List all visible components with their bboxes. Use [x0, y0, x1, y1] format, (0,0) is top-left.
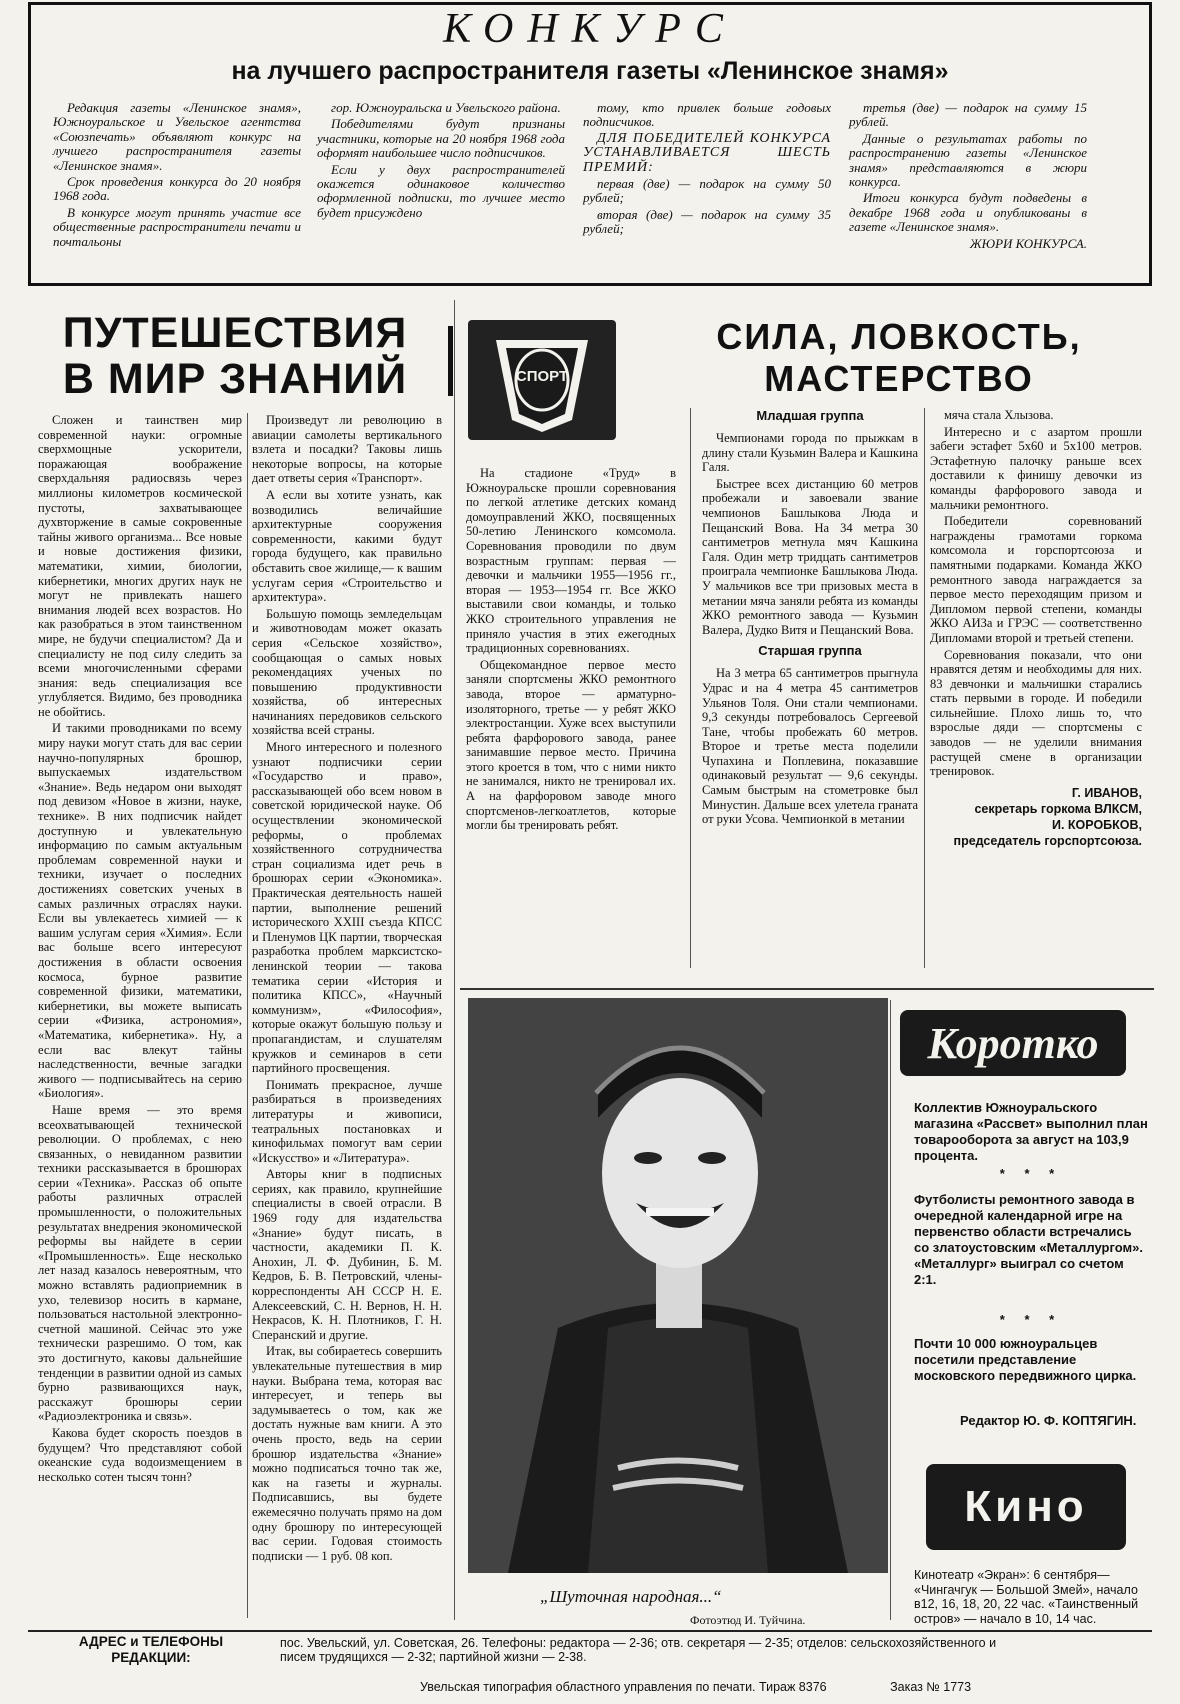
paragraph: Авторы книг в подписных сериях, как правило, крупнейшие специалисты в своей отрасли. В 1969 году для издательства «Знание» будут писать, в частности, академики П. К. Анохин, Л. Ф. Дубинин, Б. М. Кедров, Б. В. Петровский, члены-корреспонденты АН СССР Н. Е. Алексеевский, С. Н. Вернов, Н. Н. Некрасов, К. Н. Плотников, Г. Н. Сперанский и другие.: [252, 1167, 442, 1342]
paragraph: Соревнования показали, что они нравятся детям и необходимы для них. 83 девчонки и мальчишки старались стать первыми в городе. И победили сильнейшие. Плохо лишь то, что взрослые дяди — спортсмены с заводов — не уделили внимания растущей смене в организации тренировок.: [930, 647, 1142, 779]
contest-column-1: [53, 101, 301, 251]
printer-info: Увельская типография областного управления по печати. Тираж 8376: [420, 1680, 827, 1694]
cinema-schedule: Кинотеатр «Экран»: 6 сентября— «Чингачгук — Большой Змей», начало в12, 16, 18, 20, 22 час. «Таинственный остров» — начало в 10, 14 час.: [914, 1568, 1139, 1626]
section-divider: [460, 988, 1154, 990]
paragraph: И такими проводниками по всему миру науки могут стать для вас серии научно-популярных брошюр, выпускаемых издательством «Знание». Ведь недаром они выходят под девизом «Новое в жизни, науке, технике». В них подписчик найдет доступную и увлекательную информацию по самым актуальным проблемам современной науки и техники, изучает о последних достижениях советских ученых в самых различных отраслях науки. Если вы увлекаетесь химией — к вашим услугам серия «Химия». Если вас больше всего интересуют достижения в области освоения космоса, бурное развитие современной физики, математики, кибернетики, вы можете выписать серии «Физика, астрономия», «Математика, кибернетика». Ну, а если вас влекут тайны наследственности, вечные загадки живого — подписывайтесь на серию «Биология».: [38, 721, 242, 1101]
photo-caption: „Шуточная народная...“: [540, 1587, 722, 1606]
paragraph: Чемпионами города по прыжкам в длину стали Кузьмин Валера и Кашкина Галя.: [702, 431, 918, 475]
print-info: [420, 1680, 1120, 1694]
paragraph: Итак, вы собираетесь совершить увлекательные путешествия в мир науки. Выбрана тема, которая вас интересует, и теперь вы задумываетесь о том, как же достать нужные вам книги. А это очень просто, ведь на серии брошюр издательства «Знание» можно подписаться точно так же, как на газеты и журналы. Подписавшись, вы будете ежемесячно получать прямо на дом одну брошюру по интересующей вас серии. Годовая стоимость подписки — 1 руб. 08 коп.: [252, 1344, 442, 1563]
sport-column-1: [466, 466, 676, 835]
title-rule: [448, 326, 453, 396]
korotko-header: [900, 1010, 1126, 1076]
news-brief: Почти 10 000 южноуральцев посетили представление московского передвижного цирка.: [914, 1336, 1137, 1383]
signer-role: председатель горспортсоюза.: [953, 833, 1142, 848]
paragraph: первая (две) — подарок на сумму 50 рублей;: [583, 176, 831, 206]
column-divider: [690, 408, 691, 968]
junior-group-heading: Младшая группа: [756, 408, 864, 423]
paragraph: Срок проведения конкурса до 20 ноября 1968 года.: [53, 174, 301, 204]
paragraph: Произведут ли революцию в авиации самолеты вертикального взлета и посадки? Таковы лишь некоторые вопросы, на которые дает ответы серия «Транспорт».: [252, 413, 442, 486]
paragraph: Понимать прекрасное, лучше разбираться в произведениях литературы и живописи, театральных постановках и кинофильмах помогут вам серии «Искусство» и «Литература».: [252, 1077, 442, 1165]
footer-rule: [28, 1630, 1152, 1632]
travel-article-title: [40, 310, 430, 402]
sport-column-3: [930, 408, 1142, 849]
signer-name: Г. ИВАНОВ,: [1071, 785, 1142, 800]
paragraph: Общекомандное первое место заняли спортсмены ЖКО ремонтного завода, второе — арматурно-изоляторного, третье — у ребят ЖКО электростанции. Хуже всех выступили ребята фарфорового завода, ранее занимавшие первое место. Причина этого кроется в том, что с ними никто не занимался, никто не тренировал их. А на фарфоровом заводе много спортсменов-легкоатлетов, которые могли бы тренировать ребят.: [466, 657, 676, 833]
paragraph: вторая (две) — подарок на сумму 35 рублей;: [583, 206, 831, 237]
address-text: пос. Увельский, ул. Советская, 26. Телефоны: редактора — 2-36; отв. секретаря — 2-35; отделов: сельскохозяйственного и писем трудящихся — 2-32; партийной жизни — 2-38.: [280, 1636, 997, 1664]
title-line: ПУТЕШЕСТВИЯ: [62, 309, 408, 357]
korotko-header-text: Коротко: [927, 1018, 1099, 1068]
paragraph: мяча стала Хлызова.: [944, 408, 1054, 422]
sport-column-2: [702, 408, 918, 829]
title-line: МАСТЕРСТВО: [764, 358, 1034, 399]
order-number: Заказ № 1773: [890, 1680, 972, 1694]
contest-subtitle: на лучшего распространителя газеты «Ленинское знамя»: [231, 57, 949, 85]
portrait-photo: [468, 998, 888, 1573]
kino-header-text: Кино: [964, 1482, 1088, 1531]
news-brief: Коллектив Южноуральского магазина «Рассвет» выполнил план товарооборота за август на 103,9 процента.: [914, 1100, 1148, 1163]
paragraph: Итоги конкурса будут подведены в декабре 1968 года и опубликованы в газете «Ленинское знамя».: [849, 190, 1087, 235]
contest-column-2: [317, 101, 565, 222]
column-divider: [924, 408, 925, 968]
paragraph: Интересно и с азартом прошли забеги эстафет 5х60 и 5х100 метров. Эстафетную палочку раньше всех доставили к финишу девочки из команды фарфорового завода и мальчики ремонтного.: [930, 424, 1142, 512]
sport-article-title: [660, 316, 1138, 400]
paragraph: Сложен и таинствен мир современной науки: огромные сверхмощные ускорители, поражающая воображение сверхдальняя радиосвязь через миллионы километров космической пустоты, захватывающее духвторжение в самые сокровенные тайны живого организма... Все новые и новые достижения физики, математики, химии, биологии, кибернетики, многих других наук не могут не привлекать нашего внимания людей всех возрастов. Но как разобраться в этом таинственном мире, не будучи специалистом? Да и специалисту не под силу следить за всеми многочисленными сферами знания: ведь специализация все углубляется. Видимо, без проводника не обойтись.: [38, 413, 242, 719]
contest-signature: ЖЮРИ КОНКУРСА.: [969, 235, 1087, 251]
column-divider: [454, 300, 455, 1620]
paragraph: Большую помощь земледельцам и животноводам может оказать серия «Сельское хозяйство», сообщающая о самых новых рекомендациях ученых по повышению продуктивности хозяйства, об интересных начинаниях передовиков сельского хозяйства всей страны.: [252, 606, 442, 738]
contest-column-4: [849, 101, 1087, 253]
travel-column-2: [252, 413, 442, 1565]
separator-stars: * * *: [999, 1312, 1063, 1327]
paragraph: Если у двух распространителей окажется одинаковое количество оформленной подписки, то лучшее место будет присуждено: [317, 161, 565, 220]
paragraph: тому, кто привлек больше годовых подписчиков.: [583, 100, 831, 130]
editor-credit: Редактор Ю. Ф. КОПТЯГИН.: [960, 1413, 1137, 1428]
paragraph: Победители соревнований награждены грамотами горкома комсомола и горспортсоюза и памятными подарками. Команда ЖКО ремонтного завода награждается за первое место переходящим призом и Дипломом первой степени, команды ЖКО АИЗа и ГРЭС — соответственно Дипломами второй и третьей степени.: [930, 514, 1142, 645]
title-line: В МИР ЗНАНИЙ: [62, 355, 408, 403]
title-line: СИЛА, ЛОВКОСТЬ,: [716, 316, 1082, 357]
paragraph: гор. Южноуральска и Увельского района.: [331, 100, 561, 115]
signer-role: секретарь горкома ВЛКСМ,: [974, 801, 1142, 816]
travel-column-1: [38, 413, 242, 1486]
sport-logo-text: СПОРТ: [515, 368, 569, 385]
column-divider: [890, 1000, 891, 1620]
paragraph: Наше время — это время всеохватывающей технической революции. О проблемах, с нею связанных, о невиданном развитии техники рассказывается в брошюрах серии «Техника». Рассказ об опыте работы различных отраслей промышленности, о положительных результатах внедрения экономической реформы вы найдете в серии «Промышленность». Еще несколько лет назад казалось невероятным, что можно вставлять радиоприемник в ухо, телевизор носить в кармане, пользоваться настольной электронно-счетной машиной. Сейчас это уже технически разрешимо. О том, как это достигнуто, каковы дальнейшие тенденции в развитии одной из самых бурно развивающихся наук, расскажут брошюры серии «Радиоэлектроника и связь».: [38, 1102, 242, 1424]
paragraph: Какова будет скорость поездов в будущем? Что представляют собой океанские суда водоизмещением в несколько сотен тысяч тонн?: [38, 1425, 242, 1484]
paragraph: Редакция газеты «Ленинское знамя», Южноуральское и Увельское агентства «Союзпечать» объявляют конкурс на лучшего распространителя газеты «Ленинское знамя».: [53, 100, 301, 173]
paragraph: А если вы хотите узнать, как возводились величайшие архитектурные сооружения современности, какими будут города будущего, как правильно обставить свое жилище,— к вашим услугам серия «Строительство и архитектура».: [252, 487, 442, 605]
paragraph: На 3 метра 65 сантиметров прыгнула Удрас и на 4 метра 45 сантиметров Ульянов Толя. Они стали чемпионами. 9,3 секунды потребовалось Сергеевой Тане, чтобы пробежать 60 метров. Второе и третье места поделили Чупахина и Поплевина, показавшие одинаковый результат — 9,6 секунды. Самым быстрым на стометровке был Минустин. Дальше всех улетела граната от руки Усова. Чемпионкой в метании: [702, 666, 918, 827]
senior-group-heading: Старшая группа: [758, 643, 862, 659]
prizes-heading: ДЛЯ ПОБЕДИТЕЛЕЙ КОНКУРСА УСТАНАВЛИВАЕТСЯ ШЕСТЬ ПРЕМИЙ:: [583, 130, 831, 175]
paragraph: Много интересного и полезного узнают подписчики серии «Государство и право», рассказывающей обо всем новом в советской юридической науке. Об осуществлении экономической реформы, о проблемах хозяйственного сотрудничества стран социализма идет речь в брошюрах серии «Экономика». Практическая деятельность нашей партии, выполнение решений исторического XXIII съезда КПСС и Пленумов ЦК партии, творческая разработка проблем марксистско-ленинской теории — такова тематика серии «История и политика КПСС», «Научный коммунизм», «Философия», которые окажут большую пользу и пропагандистам, и слушателям кружков и семинаров в сети партийного просвещения.: [252, 740, 442, 1076]
paragraph: В конкурсе могут принять участие все общественные распространители печати и почтальоны: [53, 204, 301, 249]
address-heading: АДРЕС и ТЕЛЕФОНЫ РЕДАКЦИИ:: [78, 1634, 224, 1665]
column-divider: [247, 413, 248, 1618]
news-brief: Футболисты ремонтного завода в очередной календарной игре на первенство области встречались со златоустовским «Металлургом». «Металлург» выиграл со счетом 2:1.: [914, 1192, 1143, 1287]
contest-title: КОНКУРС: [443, 6, 737, 52]
sport-logo: [468, 320, 616, 440]
paragraph: Быстрее всех дистанцию 60 метров пробежали и завоевали звание чемпионов Башлыкова Люда и Пещанский Вова. На 34 метра 30 сантиметров метнула мяч Кашкина Галя. Один метр тридцать сантиметров проиграла чемпионке Башлыкова Люда. У мальчиков все три призовых места в метании мяча заняли ребята из команды ЖКО ремонтного завода — Кузьмин Валера, Дудко Витя и Пещанский Вова.: [702, 476, 918, 637]
paragraph: Данные о результатах работы по распространению газеты «Ленинское знамя» представляются в жюри конкурса.: [849, 130, 1087, 190]
separator-stars: * * *: [999, 1166, 1063, 1181]
paragraph: Победителями будут признаны участники, которые на 20 ноября 1968 года оформят наибольшее число подписчиков.: [317, 116, 565, 161]
contest-announcement: [28, 2, 1152, 286]
paragraph: третья (две) — подарок на сумму 15 рублей.: [849, 100, 1087, 130]
paragraph: На стадионе «Труд» в Южноуральске прошли соревнования по легкой атлетике детских команд домоуправлений ЖКО, посвященных 50-летию Ленинского комсомола. Соревнования проводили по двум возрастным группам: первая — девочки и мальчики 1955—1956 гг., вторая — 1953—1954 гг. Все ЖКО выставили свои команды, и только ЖКО строительного управления не приняло участия в этих ежегодных традиционных соревнованиях.: [466, 466, 676, 656]
woman-portrait-image: [468, 998, 888, 1573]
contest-column-3: [583, 101, 831, 239]
signer-name: И. КОРОБКОВ,: [1051, 817, 1142, 832]
photo-credit: Фотоэтюд И. Туйчина.: [690, 1613, 806, 1627]
signature-block: [930, 785, 1142, 849]
kino-header: [926, 1464, 1126, 1550]
